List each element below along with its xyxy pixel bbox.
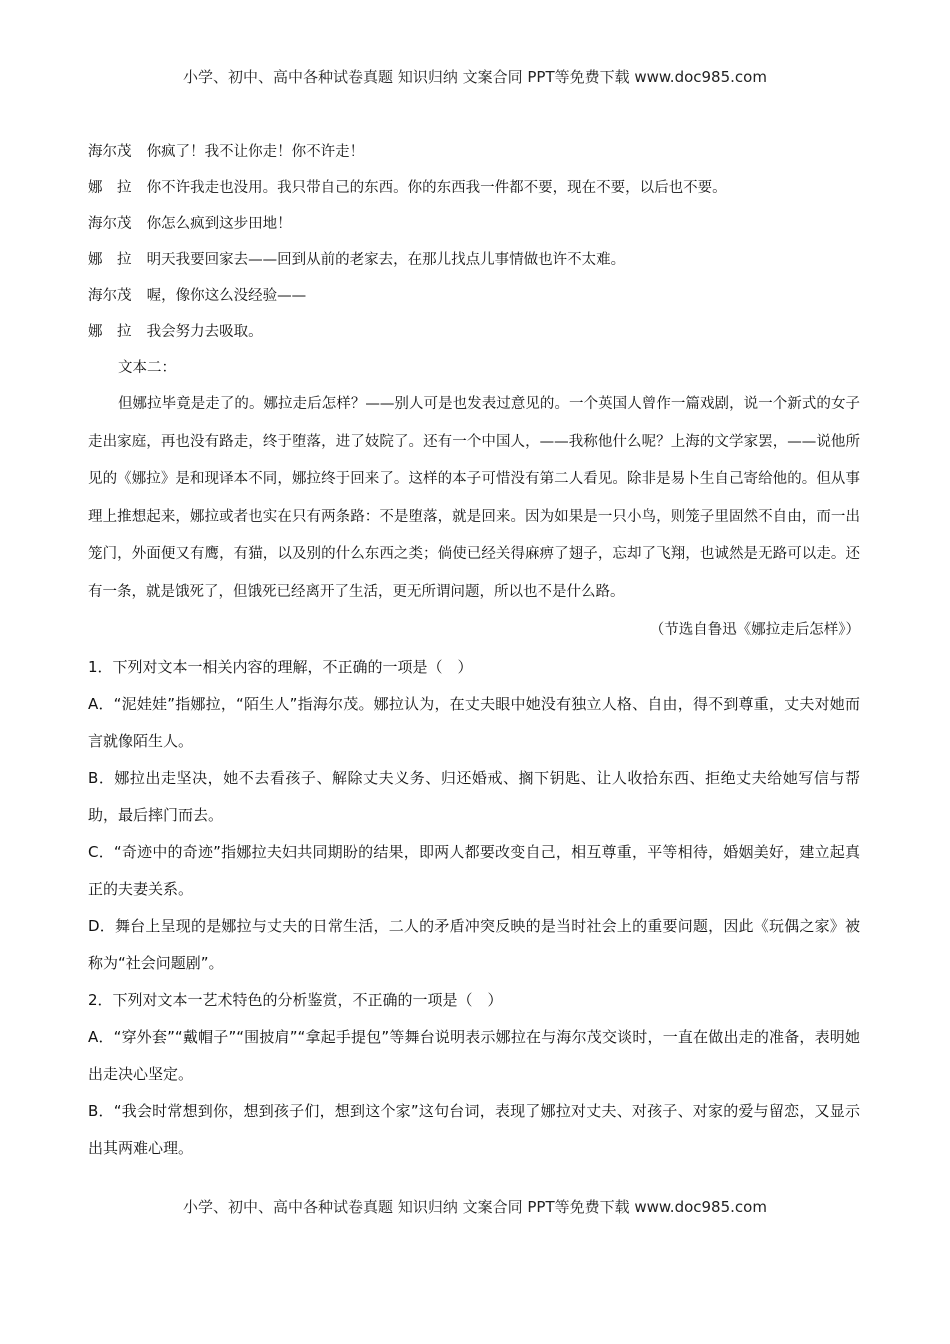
dialogue-line <box>88 134 860 170</box>
text2-source: （节选自鲁迅《娜拉走后怎样》） <box>649 622 860 638</box>
line-text: 我会努力去吸取。 <box>146 324 263 340</box>
speaker: 娜 拉 <box>88 252 132 268</box>
line-text: 你疯了！我不让你走！你不许走！ <box>146 144 365 160</box>
question-stem: 2．下列对文本一艺术特色的分析鉴赏，不正确的一项是（ ） <box>88 991 503 1009</box>
dialogue-line <box>88 278 860 314</box>
dialogue-line <box>88 206 860 242</box>
option-c: C．“奇迹中的奇迹”指娜拉夫妇共同期盼的结果，即两人都要改变自己，相互尊重，平等相待，婚姻美好，建立起真正的夫妻关系。 <box>88 843 860 898</box>
speaker: 娜 拉 <box>88 324 132 340</box>
document-body <box>88 134 860 1167</box>
option-b: B．娜拉出走坚决，她不去看孩子、解除丈夫义务、归还婚戒、搁下钥匙、让人收拾东西、拒绝丈夫给她写信与帮助，最后摔门而去。 <box>88 769 860 824</box>
line-text: 你不许我走也没用。我只带自己的东西。你的东西我一件都不要，现在不要，以后也不要。 <box>146 180 727 196</box>
option-d: D．舞台上呈现的是娜拉与丈夫的日常生活，二人的矛盾冲突反映的是当时社会上的重要问题，因此《玩偶之家》被称为“社会问题剧”。 <box>88 917 860 972</box>
question-1 <box>88 649 860 982</box>
speaker: 海尔茂 <box>88 144 132 160</box>
dialogue <box>88 134 860 350</box>
footer-banner: 小学、初中、高中各种试卷真题 知识归纳 文案合同 PPT等免费下载 www.doc985.com <box>183 1198 767 1216</box>
dialogue-line <box>88 314 860 350</box>
option-a: A．“泥娃娃”指娜拉，“陌生人”指海尔茂。娜拉认为，在丈夫眼中她没有独立人格、自由，得不到尊重，丈夫对她而言就像陌生人。 <box>88 695 860 750</box>
line-text: 你怎么疯到这步田地！ <box>146 216 292 232</box>
speaker: 海尔茂 <box>88 288 132 304</box>
option-b: B．“我会时常想到你，想到孩子们，想到这个家”这句台词，表现了娜拉对丈夫、对孩子、对家的爱与留恋，又显示出其两难心理。 <box>88 1102 860 1157</box>
text2-paragraph: 但娜拉毕竟是走了的。娜拉走后怎样？——别人可是也发表过意见的。一个英国人曾作一篇戏剧，说一个新式的女子走出家庭，再也没有路走，终于堕落，进了妓院了。还有一个中国人，——我称他什么呢？上海的文学家罢，——说他所见的《娜拉》是和现译本不同，娜拉终于回来了。这样的本子可惜没有第二人看见。除非是易卜生自己寄给他的。但从事理上推想起来，娜拉或者也实在只有两条路：不是堕落，就是回来。因为如果是一只小鸟，则笼子里固然不自由，而一出笼门，外面便又有鹰，有猫，以及别的什么东西之类；倘使已经关得麻痹了翅子，忘却了飞翔，也诚然是无路可以走。还有一条，就是饿死了，但饿死已经离开了生活，更无所谓问题，所以也不是什么路。 <box>88 396 860 600</box>
text2-heading: 文本二： <box>118 360 176 376</box>
question-2 <box>88 982 860 1167</box>
speaker: 海尔茂 <box>88 216 132 232</box>
dialogue-line <box>88 170 860 206</box>
line-text: 喔，像你这么没经验—— <box>146 288 307 304</box>
question-stem: 1．下列对文本一相关内容的理解，不正确的一项是（ ） <box>88 658 473 676</box>
line-text: 明天我要回家去——回到从前的老家去，在那儿找点儿事情做也许不太难。 <box>146 252 626 268</box>
header-banner: 小学、初中、高中各种试卷真题 知识归纳 文案合同 PPT等免费下载 www.doc985.com <box>183 68 767 86</box>
option-a: A．“穿外套”“戴帽子”“围披肩”“拿起手提包”等舞台说明表示娜拉在与海尔茂交谈时，一直在做出走的准备，表明她出走决心坚定。 <box>88 1028 860 1083</box>
dialogue-line <box>88 242 860 278</box>
speaker: 娜 拉 <box>88 180 132 196</box>
